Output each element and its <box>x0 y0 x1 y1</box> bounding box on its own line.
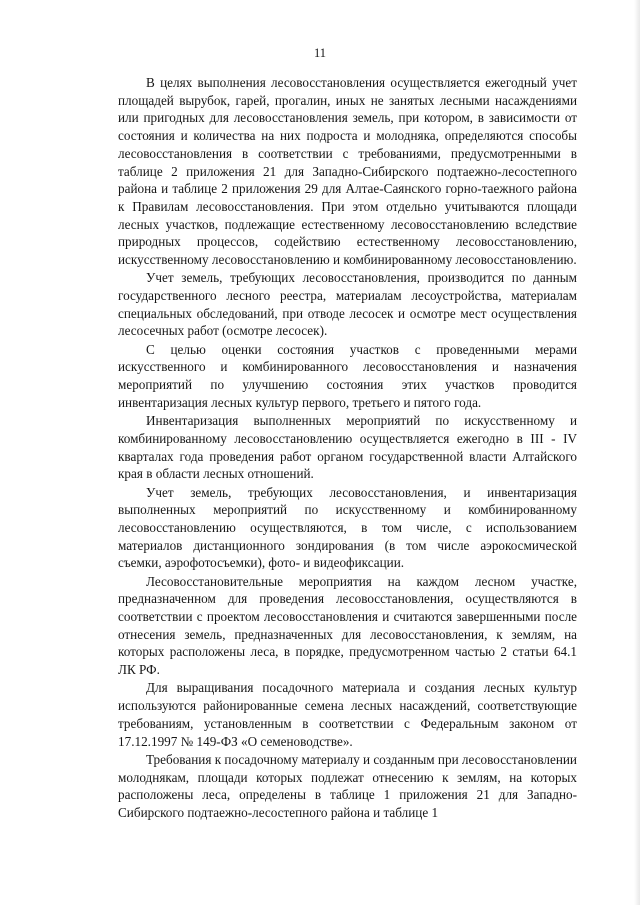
page-number: 11 <box>313 46 327 60</box>
paragraph-remote-sensing: Учет земель, требующих лесовосстановления, и инвентаризация выполненных мероприятий по искусственному и комбинированному лесовосстановлению осуществляются, в том числе, с использованием материалов дистанционного зондирования (в том числе аэрокосмической съемки, аэрофотосъемки), фото- и видеофиксации. <box>118 484 577 571</box>
paragraph-planting-material-requirements: Требования к посадочному материалу и созданным при лесовосстановлении молоднякам, площади которых подлежат отнесению к землям, на которых расположены леса, определены в таблице 1 приложения 21 для Западно-Сибирского подтаежно-лесостепного района и таблице 1 <box>118 751 577 820</box>
document-body <box>118 74 577 822</box>
page-edge-shadow <box>634 0 640 905</box>
paragraph-reforestation-project: Лесовосстановительные мероприятия на каждом лесном участке, предназначенном для проведения лесовосстановления, осуществляются в соответствии с проектом лесовосстановления и считаются завершенными после отнесения земель, предназначенных для лесовосстановления, к землям, на которых расположены леса, в порядке, предусмотренном частью 2 статьи 64.1 ЛК РФ. <box>118 573 577 678</box>
paragraph-reforestation-accounting: В целях выполнения лесовосстановления осуществляется ежегодный учет площадей вырубок, гарей, прогалин, иных не занятых лесными насаждениями или пригодных для лесовосстановления земель, при котором, в зависимости от состояния и количества на них подроста и молодняка, определяются способы лесовосстановления в соответствии с требованиями, предусмотренными в таблице 2 приложения 21 для Западно-Сибирского подтаежно-лесостепного района и таблице 2 приложения 29 для Алтае-Саянского горно-таежного района к Правилам лесовосстановления. При этом отдельно учитываются площади лесных участков, подлежащие естественному лесовосстановлению вследствие природных процессов, содействию естественному лесовосстановлению, искусственному лесовосстановлению и комбинированному лесовосстановлению. <box>118 75 577 268</box>
paragraph-seed-requirements: Для выращивания посадочного материала и создания лесных культур используются районированные семена лесных насаждений, соответствующие требованиям, установленным в соответствии с Федеральным законом от 17.12.1997 № 149-ФЗ «О семеноводстве». <box>118 680 577 749</box>
paragraph-inventory-schedule: Инвентаризация выполненных мероприятий по искусственному и комбинированному лесовосстановлению осуществляется ежегодно в III - IV кварталах года проведения работ органом государственной власти Алтайского края в области лесных отношений. <box>118 413 577 482</box>
paragraph-forest-crops-inventory: С целью оценки состояния участков с проведенными мерами искусственного и комбинированного лесовосстановления и назначения мероприятий по улучшению состояния этих участков проводится инвентаризация лесных культур первого, третьего и пятого года. <box>118 341 577 410</box>
paragraph-land-accounting-sources: Учет земель, требующих лесовосстановления, производится по данным государственного лесного реестра, материалам лесоустройства, материалам специальных обследований, при отводе лесосек и осмотре мест осуществления лесосечных работ (осмотре лесосек). <box>118 270 577 339</box>
